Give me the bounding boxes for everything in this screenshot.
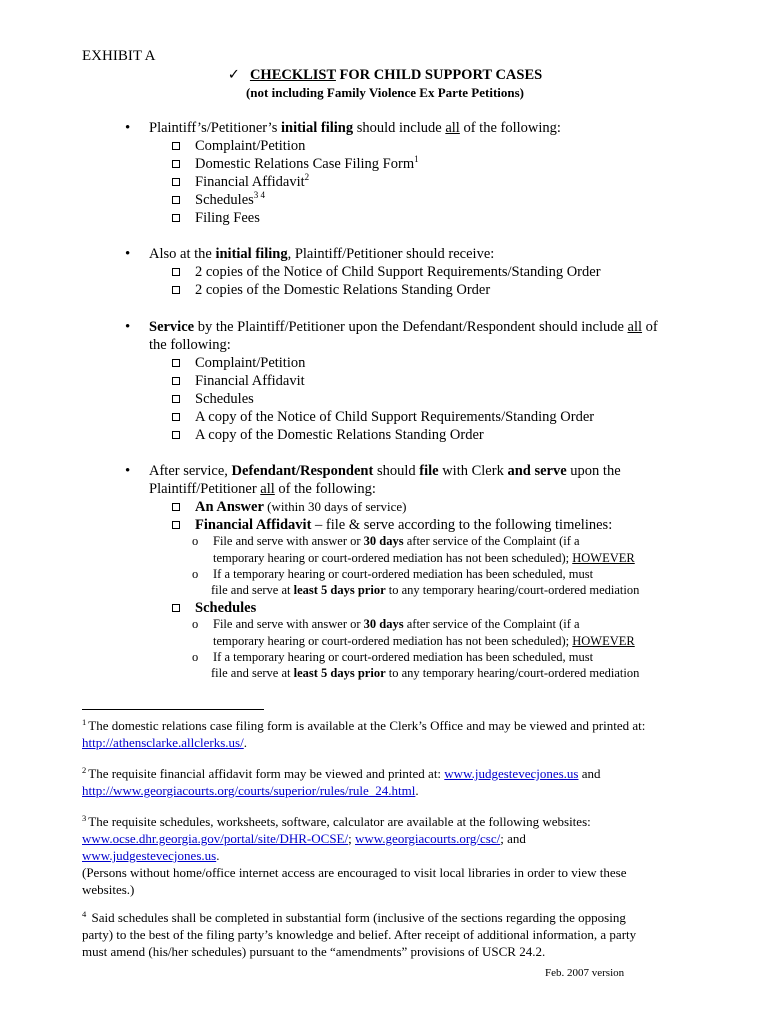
title-checklist: CHECKLIST (249, 67, 336, 83)
exhibit-label: EXHIBIT A (82, 48, 156, 64)
timeline-item-cont: temporary hearing or court-ordered mediation has not been scheduled); HOWEVER (213, 634, 635, 648)
link-judgestevecjones-2[interactable]: www.judgestevecjones.us (82, 848, 217, 863)
footnote-3: $^3$ The requisite schedules, worksheets, software, calculator are available at the following websites: www.ocse.dhr.georgia.gov/portal/site/DHR-OCSE/; www.georgiacourts.org/csc/; and www.judgestevecjones.us. (Persons without home/office internet access are encouraged to visit local libraries in order to view these websites.) (82, 812, 627, 897)
link-judgestevecjones[interactable]: www.judgestevecjones.us (444, 766, 579, 781)
checklist-item-answer: An Answer (within 30 days of service) (195, 498, 407, 516)
timeline-item: o File and serve with answer or 30 days after service of the Complaint (if a (192, 617, 580, 631)
checklist-item: A copy of the Notice of Child Support Requirements/Standing Order (195, 408, 594, 426)
document-title (0, 66, 770, 84)
footnote-divider (82, 709, 264, 710)
checkbox-icon (172, 178, 180, 186)
timeline-item-cont: file and serve at least 5 days prior to any temporary hearing/court-ordered mediation (211, 583, 640, 597)
checkbox-icon (172, 142, 180, 150)
checklist-item: Financial Affidavit (195, 372, 305, 390)
section-initial-receive: • Also at the initial filing, Plaintiff/Petitioner should receive: (125, 246, 495, 262)
checkbox-icon (172, 604, 180, 612)
section-initial-filing: • Plaintiff’s/Petitioner’s initial filing should include all of the following: (125, 120, 561, 136)
checklist-item: Complaint/Petition (195, 354, 305, 372)
bullet-icon: • (125, 120, 131, 136)
bullet-icon: • (125, 463, 131, 479)
checkbox-icon (172, 286, 180, 294)
checkbox-icon (172, 503, 180, 511)
link-georgiacourts-rule24[interactable]: http://www.georgiacourts.org/courts/superior/rules/rule_24.html (82, 783, 416, 798)
footnote-2: $^2$ The requisite financial affidavit form may be viewed and printed at: www.judgestevecjones.us and http://www.georgiacourts.org/courts/superior/rules/rule_24.html. (82, 764, 601, 798)
checklist-item: 2 copies of the Domestic Relations Standing Order (195, 281, 490, 299)
checklist-item: Schedules (195, 390, 254, 408)
checkbox-icon (172, 268, 180, 276)
checkbox-icon (172, 359, 180, 367)
timeline-item-cont: temporary hearing or court-ordered mediation has not been scheduled); HOWEVER (213, 551, 635, 565)
footnote-1: $^1$ The domestic relations case filing form is available at the Clerk’s Office and may be viewed and printed at: http://athensclarke.allclerks.us/. (82, 716, 646, 750)
checkbox-icon (172, 431, 180, 439)
checkbox-icon (172, 196, 180, 204)
checkbox-icon (172, 413, 180, 421)
footnote-4: $^4$ Said schedules shall be completed in substantial form (inclusive of the sections regarding the opposing party) to the best of the filing party’s knowledge and belief. After receipt of additional information, a party must amend (his/her schedules) pursuant to the “amendments” provisions of USCR 24.2. (82, 908, 637, 959)
checklist-item: Schedules$^{3 4}$ (195, 191, 265, 209)
link-athensclarke[interactable]: http://athensclarke.allclerks.us/ (82, 735, 244, 750)
section-service: • Service by the Plaintiff/Petitioner upon the Defendant/Respondent should include all of the following: (125, 319, 658, 353)
timeline-item: o File and serve with answer or 30 days after service of the Complaint (if a (192, 534, 580, 548)
checklist-item: Domestic Relations Case Filing Form$^1$ (195, 155, 419, 173)
bullet-icon: • (125, 246, 131, 262)
link-georgiacourts-csc[interactable]: www.georgiacourts.org/csc/ (354, 831, 501, 846)
checklist-item: Filing Fees (195, 209, 260, 227)
checkbox-icon (172, 160, 180, 168)
version-label: Feb. 2007 version (545, 967, 625, 979)
section-after-service: • After service, Defendant/Respondent should file with Clerk and serve upon the Plaintiff/Petitioner all of the following: (125, 463, 621, 497)
checklist-item: Complaint/Petition (195, 137, 305, 155)
checklist-item: A copy of the Domestic Relations Standing Order (195, 426, 484, 444)
checklist-item-schedules: Schedules (195, 599, 256, 617)
checkmark-icon: ✓ (227, 67, 240, 83)
checkbox-icon (172, 395, 180, 403)
link-ocse[interactable]: www.ocse.dhr.georgia.gov/portal/site/DHR-OCSE/ (82, 831, 349, 846)
checkbox-icon (172, 377, 180, 385)
timeline-item-cont: file and serve at least 5 days prior to any temporary hearing/court-ordered mediation (211, 666, 640, 680)
title-rest: FOR CHILD SUPPORT CASES (335, 67, 543, 83)
bullet-icon: • (125, 319, 131, 335)
document-subtitle: (not including Family Violence Ex Parte Petitions) (245, 85, 525, 100)
checklist-item: Financial Affidavit$^2$ (195, 173, 309, 191)
timeline-item: o If a temporary hearing or court-ordered mediation has been scheduled, must (192, 650, 594, 664)
checkbox-icon (172, 214, 180, 222)
checkbox-icon (172, 521, 180, 529)
timeline-item: o If a temporary hearing or court-ordered mediation has been scheduled, must (192, 567, 594, 581)
checklist-item: 2 copies of the Notice of Child Support Requirements/Standing Order (195, 263, 601, 281)
checklist-item-affidavit: Financial Affidavit – file & serve according to the following timelines: (195, 516, 612, 534)
